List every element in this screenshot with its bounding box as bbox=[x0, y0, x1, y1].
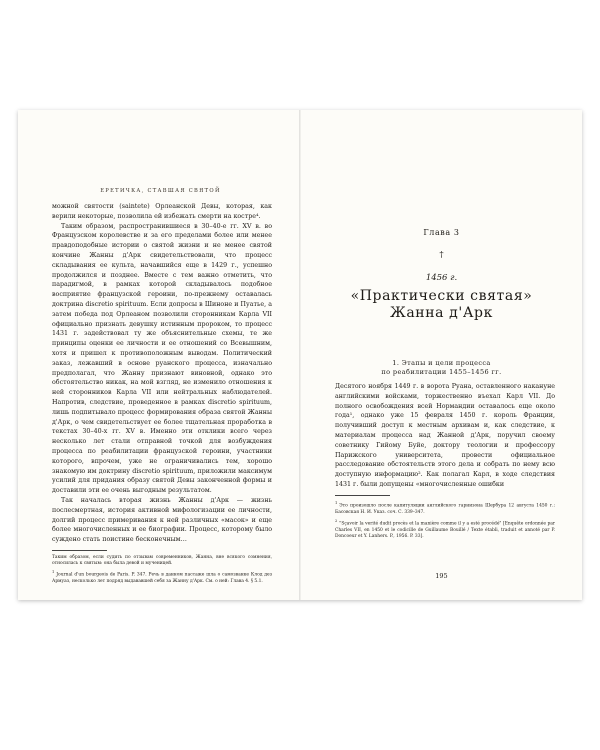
page-number: 195 bbox=[435, 572, 448, 580]
paragraph: Таким образом, распространившиеся в 30–40-е гг. XV в. во Французском королевстве и за его пределами более или менее правдоподобные истории о святой жизни и не менее святой кончине Жанны д'Арк свидетельствовали, что процесс складывания ее культа, начавшийся еще в 1429 г., успешно продолжился и позднее. Вместе с тем важно отметить, что парадигмой, в рамках которой складывалось подобное восприятие французской героини, по-прежнему оставалась доктрина discretio spirituum. Если допросы в Шиноне и Пуатье, а затем победа под Орлеаном позволили сторонникам Карла VII официально признать девушку истинным пророком, то процесс 1431 г. задействовал ту же объяснительные схемы, те же принципы оценки ее личности и ее отношений со Всевышним, хотя и пришел к противоположным выводам. Политический заказ, лежавший в основе руанского процесса, изначально предполагал, что Жанну признают виновной, однако это обстоятельство никак, на мой взгляд, не изменило отношения к ней сторонников Карла VII или нейтральных наблюдателей. Напротив, следствие, проведенное в рамках discretio spirituum, лишь подпитывало процесс формирования образа святой Жанны д'Арк, о чем свидетельствует ее более тщательная проработка в текстах 30–40-х гг. XV в. Именно эти отклики всего через несколько лет стали отправной точкой для возбуждения процесса по реабилитации французской героини, участники которого, впрочем, уже не ограничивались тем, хорошо знакомую им доктрину discretio spirituum, приложили максимум усилий для придания образу святой Девы законченной формы и доставили эти ее очень выгодным результатом. bbox=[52, 222, 272, 495]
section-title bbox=[331, 359, 552, 376]
footnote: $^2$"Sçavoir la verité dudit procès et la manière comme il y a esté procédé" [Enquête ordonnée par Charles VII, en 1450 et le codicille de Guillaume Bouillé / Texte établi, traduit et annoté par P. Doncoeur et Y. Lanhers. P., 1956. P. 33]. bbox=[335, 518, 555, 539]
right-body-text bbox=[335, 382, 555, 490]
footnote-rule bbox=[52, 550, 107, 551]
chapter-label: Глава 3 bbox=[423, 228, 460, 237]
footnote-rule bbox=[335, 495, 390, 496]
right-footnotes bbox=[335, 500, 555, 540]
section-title-line: 1. Этапы и цели процесса bbox=[392, 359, 491, 367]
footnote-mark: 1 bbox=[52, 570, 55, 575]
chapter-title-line: Жанна д'Арк bbox=[390, 305, 493, 321]
chapter-date: 1456 г. bbox=[425, 273, 458, 283]
footnote: $^1$Это произошло после капитуляции английского гарнизона Шербура 12 августа 1450 г.: Басовская Н. И. Указ. соч. С. 339–347. bbox=[335, 500, 555, 515]
footnote: Таким образом, если судить по отзывам современников, Жанна, вне всякого сомнения, относилась к святым: она была девой и мученицей. bbox=[52, 554, 272, 567]
left-text-block bbox=[52, 202, 272, 588]
left-footnotes bbox=[52, 555, 272, 586]
section-title-line: по реабилитации 1455–1456 гг. bbox=[381, 367, 502, 376]
chapter-title bbox=[301, 288, 582, 322]
paragraph: можной святости (saintete) Орлеанской Девы, которая, как верили некоторые, позволила ей избежать смерти на костре⁴. bbox=[52, 203, 272, 220]
paragraph: Так началась вторая жизнь Жанны д'Арк — жизнь послесмертная, история активной мифологизации ее личности, долгий процесс примеривания к ней различных «масок» и еще более многочисленных и ее биографии. Процесс, которому было суждено стать поистине бесконечным… bbox=[52, 496, 272, 544]
book-spread bbox=[18, 110, 582, 600]
paragraph: Десятого ноября 1449 г. в ворота Руана, оставленного накануне английскими войсками, торжественно въехал Карл VII. До полного освобождения всей Нормандии оставалось еще около года¹, однако уже 15 февраля 1450 г. король Франции, получивший доступ к местным архивам и, как следствие, к материалам процесса над Жанной д'Арк, поручил своему советнику Гийому Буйе, доктору теологии и профессору Парижского университета, провести официальное расследование обстоятельств этого дела и собрать по нему всю доступную информацию². Как полагал Карл, в ходе следствия 1431 г. были допущены «многочисленные ошибки bbox=[335, 383, 555, 488]
right-text-block bbox=[335, 382, 555, 542]
footnote: $^1$Journal d'un bourgeois de Paris. P. 347. Речь в данном пассаже шла о самозванке Клод дез Армуаз, несколько лет подряд выдававшей себя за Жанну д'Арк. См. о ней: Глава 4. § 5.1. bbox=[52, 570, 272, 585]
dagger-ornament: † bbox=[439, 250, 444, 260]
left-body-text bbox=[52, 202, 272, 545]
footnote-mark: 1 bbox=[335, 500, 338, 505]
right-page bbox=[301, 110, 582, 600]
footnote-mark: 2 bbox=[335, 518, 338, 523]
running-head: ЕРЕТИЧКА, СТАВШАЯ СВЯТОЙ bbox=[100, 188, 221, 194]
left-page bbox=[18, 110, 299, 600]
chapter-title-line: «Практически святая» bbox=[350, 288, 533, 304]
